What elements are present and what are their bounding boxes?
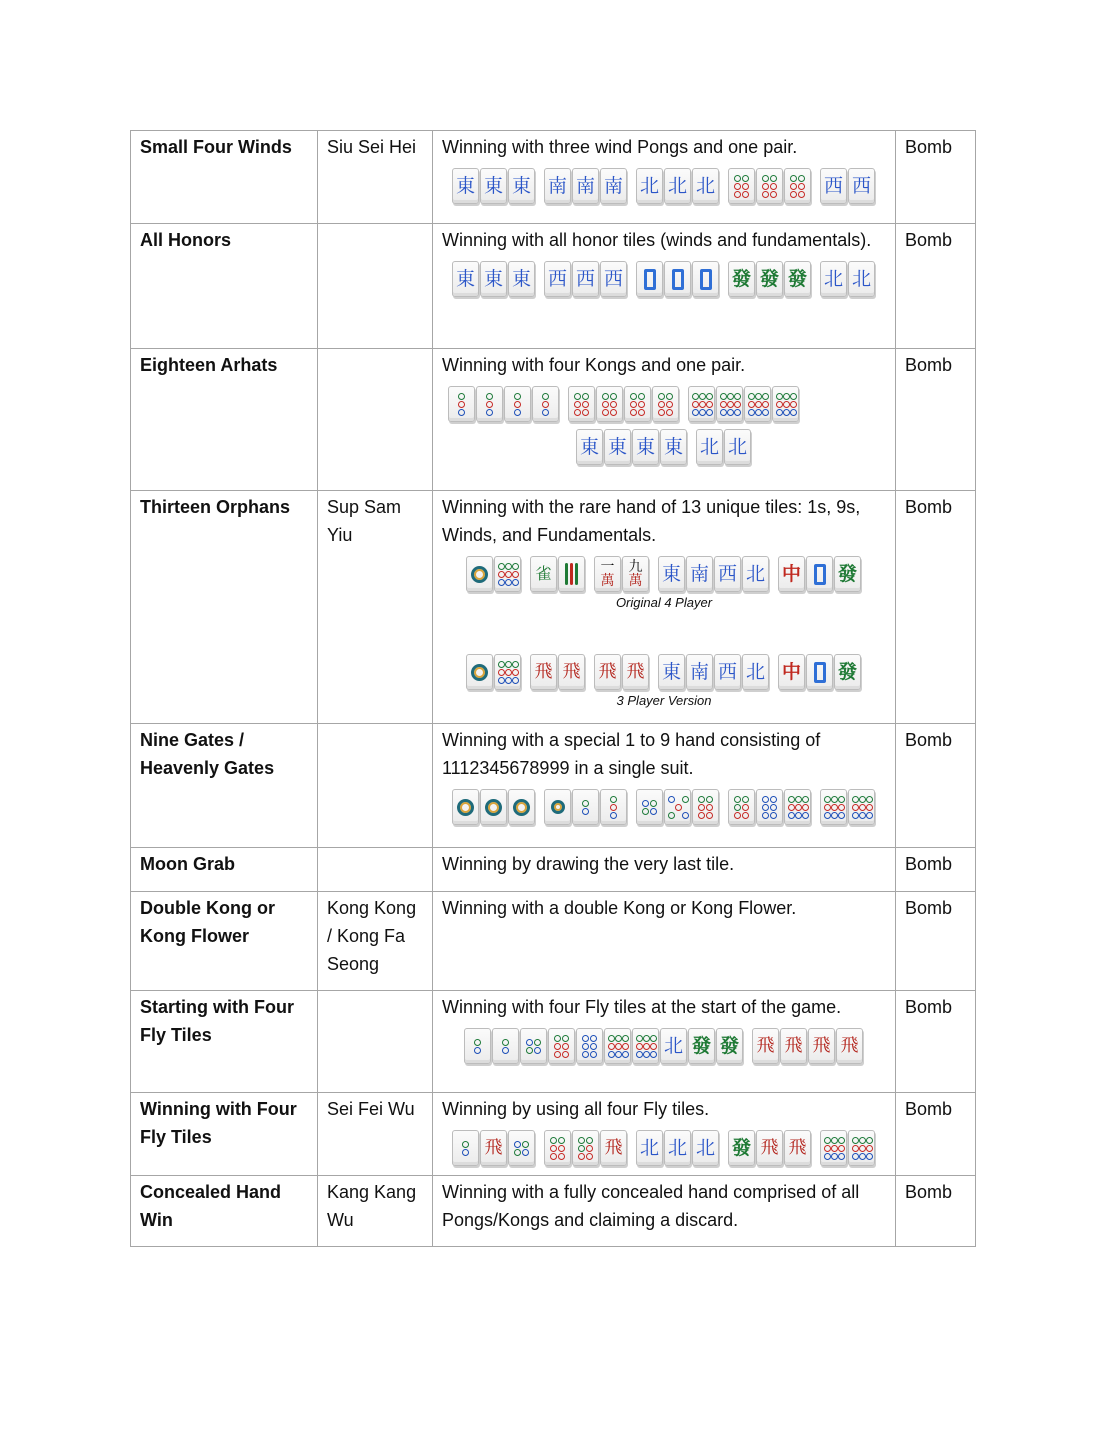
tile-group <box>636 789 720 825</box>
fly-tile: 飛 <box>752 1028 779 1064</box>
tile-group <box>530 654 586 690</box>
table-row <box>131 848 976 892</box>
seven-dot-tile <box>572 1130 599 1166</box>
tile-group <box>820 1130 876 1166</box>
table-row <box>131 991 976 1093</box>
hand-name: Thirteen Orphans <box>131 491 318 724</box>
tile-caption: 3 Player Version <box>616 693 712 708</box>
red-dragon-tile: 中 <box>778 556 805 592</box>
tile-group <box>568 386 680 422</box>
white-dragon-tile <box>806 556 833 592</box>
north-wind-tile: 北 <box>636 168 663 204</box>
tile-group <box>820 789 876 825</box>
hand-value: Bomb <box>896 131 976 224</box>
tile-group <box>636 261 720 297</box>
five-dot-tile <box>664 789 691 825</box>
table-row <box>131 1176 976 1247</box>
green-dragon-tile: 發 <box>834 556 861 592</box>
dots-tile <box>756 168 783 204</box>
special-hands-table <box>130 130 976 1247</box>
nine-dot-tile <box>632 1028 659 1064</box>
north-wind-tile: 北 <box>742 556 769 592</box>
tile-group <box>464 1028 744 1064</box>
dots-tile <box>532 386 559 422</box>
description-text: Winning with four Fly tiles at the start of the game. <box>442 997 842 1017</box>
nine-dot-tile <box>820 789 847 825</box>
hand-description <box>433 848 896 892</box>
green-dragon-tile: 發 <box>728 1130 755 1166</box>
fly-tile: 飛 <box>780 1028 807 1064</box>
hand-description <box>433 224 896 349</box>
hand-description <box>433 491 896 724</box>
dots-tile <box>448 386 475 422</box>
dots-tile <box>504 386 531 422</box>
nine-character-tile: 九 萬 <box>622 556 649 592</box>
north-wind-tile: 北 <box>692 1130 719 1166</box>
north-wind-tile: 北 <box>696 429 723 465</box>
description-text: Winning with the rare hand of 13 unique tiles: 1s, 9s, Winds, and Fundamentals. <box>442 497 861 545</box>
green-dragon-tile: 發 <box>756 261 783 297</box>
hand-alias: Kong Kong / Kong Fa Seong <box>318 892 433 991</box>
table-row <box>131 349 976 491</box>
east-wind-tile: 東 <box>480 261 507 297</box>
fly-tile: 飛 <box>600 1130 627 1166</box>
east-wind-tile: 東 <box>508 261 535 297</box>
four-dot-tile <box>520 1028 547 1064</box>
hand-name: Moon Grab <box>131 848 318 892</box>
fly-tile: 飛 <box>594 654 621 690</box>
hand-value: Bomb <box>896 1093 976 1176</box>
tile-group <box>778 654 862 690</box>
east-wind-tile: 東 <box>658 654 685 690</box>
description-text: Winning by drawing the very last tile. <box>442 854 735 874</box>
one-character-tile: 一 萬 <box>594 556 621 592</box>
tile-group <box>466 654 522 690</box>
south-wind-tile: 南 <box>544 168 571 204</box>
south-wind-tile: 南 <box>600 168 627 204</box>
description-text: Winning with three wind Pongs and one pair. <box>442 137 798 157</box>
table-row <box>131 892 976 991</box>
tile-example <box>442 1130 886 1166</box>
one-dot-tile <box>452 789 479 825</box>
hand-value: Bomb <box>896 991 976 1093</box>
tile-group <box>452 789 536 825</box>
eight-dot-tile <box>756 789 783 825</box>
east-wind-tile: 東 <box>576 429 603 465</box>
dots-tile <box>652 386 679 422</box>
tile-group <box>778 556 862 592</box>
seven-dot-tile <box>728 789 755 825</box>
table-row <box>131 224 976 349</box>
white-dragon-tile <box>806 654 833 690</box>
east-wind-tile: 東 <box>452 261 479 297</box>
hand-alias <box>318 991 433 1093</box>
tile-group <box>466 556 522 592</box>
tile-group <box>636 1130 720 1166</box>
dots-tile <box>624 386 651 422</box>
tile-group <box>452 261 536 297</box>
fly-tile: 飛 <box>622 654 649 690</box>
hand-description <box>433 349 896 491</box>
fly-tile: 飛 <box>836 1028 863 1064</box>
one-bamboo-tile: 雀 <box>530 556 557 592</box>
east-wind-tile: 東 <box>508 168 535 204</box>
hand-name: Nine Gates / Heavenly Gates <box>131 724 318 848</box>
tile-group <box>594 654 650 690</box>
hand-value: Bomb <box>896 724 976 848</box>
fly-tile: 飛 <box>530 654 557 690</box>
tile-group <box>594 556 650 592</box>
hand-description <box>433 724 896 848</box>
west-wind-tile: 西 <box>714 556 741 592</box>
tile-group <box>452 168 536 204</box>
hand-alias <box>318 848 433 892</box>
hand-name: Small Four Winds <box>131 131 318 224</box>
table-row <box>131 1093 976 1176</box>
tile-caption: Original 4 Player <box>615 595 713 610</box>
nine-dot-tile <box>848 789 875 825</box>
hand-description <box>433 991 896 1093</box>
green-dragon-tile: 發 <box>728 261 755 297</box>
tile-example <box>442 386 886 422</box>
hand-description <box>433 1176 896 1247</box>
hand-description <box>433 892 896 991</box>
dots-tile <box>476 386 503 422</box>
tile-group <box>544 1130 628 1166</box>
tile-example <box>442 168 886 204</box>
east-wind-tile: 東 <box>660 429 687 465</box>
nine-dot-tile <box>494 654 521 690</box>
two-dot-tile <box>492 1028 519 1064</box>
six-dot-tile <box>692 789 719 825</box>
hand-name: Eighteen Arhats <box>131 349 318 491</box>
nine-dot-tile <box>784 789 811 825</box>
tile-example <box>442 654 886 690</box>
tile-group <box>658 654 770 690</box>
description-text: Winning with four Kongs and one pair. <box>442 355 746 375</box>
fly-tile: 飛 <box>756 1130 783 1166</box>
hand-alias <box>318 349 433 491</box>
description-text: Winning with a special 1 to 9 hand consisting of 1112345678999 in a single suit. <box>442 730 821 778</box>
red-dragon-tile: 中 <box>778 654 805 690</box>
tile-group <box>544 789 628 825</box>
table-row <box>131 131 976 224</box>
hand-description <box>433 131 896 224</box>
six-dot-tile <box>548 1028 575 1064</box>
two-dot-tile <box>464 1028 491 1064</box>
hand-value: Bomb <box>896 892 976 991</box>
east-wind-tile: 東 <box>658 556 685 592</box>
east-wind-tile: 東 <box>452 168 479 204</box>
description-text: Winning with a fully concealed hand comprised of all Pongs/Kongs and claiming a discard. <box>442 1182 860 1230</box>
tile-example <box>442 1028 886 1064</box>
tile-group <box>728 168 812 204</box>
one-dot-tile <box>466 556 493 592</box>
six-dot-tile <box>544 1130 571 1166</box>
tile-example <box>442 556 886 592</box>
tile-group <box>544 168 628 204</box>
table-row <box>131 724 976 848</box>
description-text: Winning with all honor tiles (winds and fundamentals). <box>442 230 872 250</box>
south-wind-tile: 南 <box>686 556 713 592</box>
tile-example <box>442 261 886 297</box>
hand-value: Bomb <box>896 491 976 724</box>
dots-tile <box>772 386 799 422</box>
nine-dot-tile <box>848 1130 875 1166</box>
nine-dot-tile <box>494 556 521 592</box>
west-wind-tile: 西 <box>544 261 571 297</box>
tile-group <box>576 429 688 465</box>
west-wind-tile: 西 <box>820 168 847 204</box>
south-wind-tile: 南 <box>686 654 713 690</box>
hand-value: Bomb <box>896 848 976 892</box>
fly-tile: 飛 <box>480 1130 507 1166</box>
tile-example <box>442 789 886 825</box>
north-wind-tile: 北 <box>820 261 847 297</box>
two-dot-tile <box>544 789 571 825</box>
west-wind-tile: 西 <box>600 261 627 297</box>
description-text: Winning by using all four Fly tiles. <box>442 1099 710 1119</box>
north-wind-tile: 北 <box>724 429 751 465</box>
dots-tile <box>744 386 771 422</box>
three-dot-tile <box>600 789 627 825</box>
tile-group <box>728 261 812 297</box>
two-dot-tile <box>452 1130 479 1166</box>
hand-value: Bomb <box>896 1176 976 1247</box>
one-dot-tile <box>508 789 535 825</box>
four-dot-tile <box>636 789 663 825</box>
tile-group <box>636 168 720 204</box>
hand-alias: Kang Kang Wu <box>318 1176 433 1247</box>
hand-value: Bomb <box>896 224 976 349</box>
north-wind-tile: 北 <box>636 1130 663 1166</box>
north-wind-tile: 北 <box>692 168 719 204</box>
hand-alias: Sup Sam Yiu <box>318 491 433 724</box>
hand-value: Bomb <box>896 349 976 491</box>
north-wind-tile: 北 <box>660 1028 687 1064</box>
east-wind-tile: 東 <box>480 168 507 204</box>
eight-dot-tile <box>576 1028 603 1064</box>
green-dragon-tile: 發 <box>834 654 861 690</box>
hand-name: Concealed Hand Win <box>131 1176 318 1247</box>
nine-bamboo-tile <box>558 556 585 592</box>
hand-name: Winning with Four Fly Tiles <box>131 1093 318 1176</box>
table-row <box>131 491 976 724</box>
dots-tile <box>716 386 743 422</box>
white-dragon-tile <box>692 261 719 297</box>
white-dragon-tile <box>636 261 663 297</box>
tile-example <box>442 429 886 465</box>
hand-name: All Honors <box>131 224 318 349</box>
north-wind-tile: 北 <box>848 261 875 297</box>
green-dragon-tile: 發 <box>784 261 811 297</box>
one-dot-tile <box>480 789 507 825</box>
dots-tile <box>784 168 811 204</box>
hand-name: Double Kong or Kong Flower <box>131 892 318 991</box>
fly-tile: 飛 <box>784 1130 811 1166</box>
dots-tile <box>568 386 595 422</box>
north-wind-tile: 北 <box>742 654 769 690</box>
north-wind-tile: 北 <box>664 168 691 204</box>
tile-group <box>658 556 770 592</box>
tile-group <box>820 261 876 297</box>
nine-dot-tile <box>604 1028 631 1064</box>
white-dragon-tile <box>664 261 691 297</box>
tile-group <box>688 386 800 422</box>
dots-tile <box>688 386 715 422</box>
fly-tile: 飛 <box>808 1028 835 1064</box>
hand-alias <box>318 724 433 848</box>
hand-alias: Sei Fei Wu <box>318 1093 433 1176</box>
hand-name: Starting with Four Fly Tiles <box>131 991 318 1093</box>
three-dot-tile <box>572 789 599 825</box>
tile-group <box>752 1028 864 1064</box>
green-dragon-tile: 發 <box>688 1028 715 1064</box>
west-wind-tile: 西 <box>572 261 599 297</box>
tile-group <box>728 1130 812 1166</box>
east-wind-tile: 東 <box>604 429 631 465</box>
tile-group <box>544 261 628 297</box>
one-dot-tile <box>466 654 493 690</box>
hand-description <box>433 1093 896 1176</box>
dots-tile <box>728 168 755 204</box>
tile-group <box>696 429 752 465</box>
tile-group <box>530 556 586 592</box>
tile-group <box>728 789 812 825</box>
south-wind-tile: 南 <box>572 168 599 204</box>
four-dot-tile <box>508 1130 535 1166</box>
north-wind-tile: 北 <box>664 1130 691 1166</box>
hand-alias: Siu Sei Hei <box>318 131 433 224</box>
west-wind-tile: 西 <box>714 654 741 690</box>
tile-group <box>452 1130 536 1166</box>
dots-tile <box>596 386 623 422</box>
tile-group <box>448 386 560 422</box>
east-wind-tile: 東 <box>632 429 659 465</box>
hand-alias <box>318 224 433 349</box>
west-wind-tile: 西 <box>848 168 875 204</box>
tile-group <box>820 168 876 204</box>
green-dragon-tile: 發 <box>716 1028 743 1064</box>
description-text: Winning with a double Kong or Kong Flower. <box>442 898 797 918</box>
nine-dot-tile <box>820 1130 847 1166</box>
fly-tile: 飛 <box>558 654 585 690</box>
